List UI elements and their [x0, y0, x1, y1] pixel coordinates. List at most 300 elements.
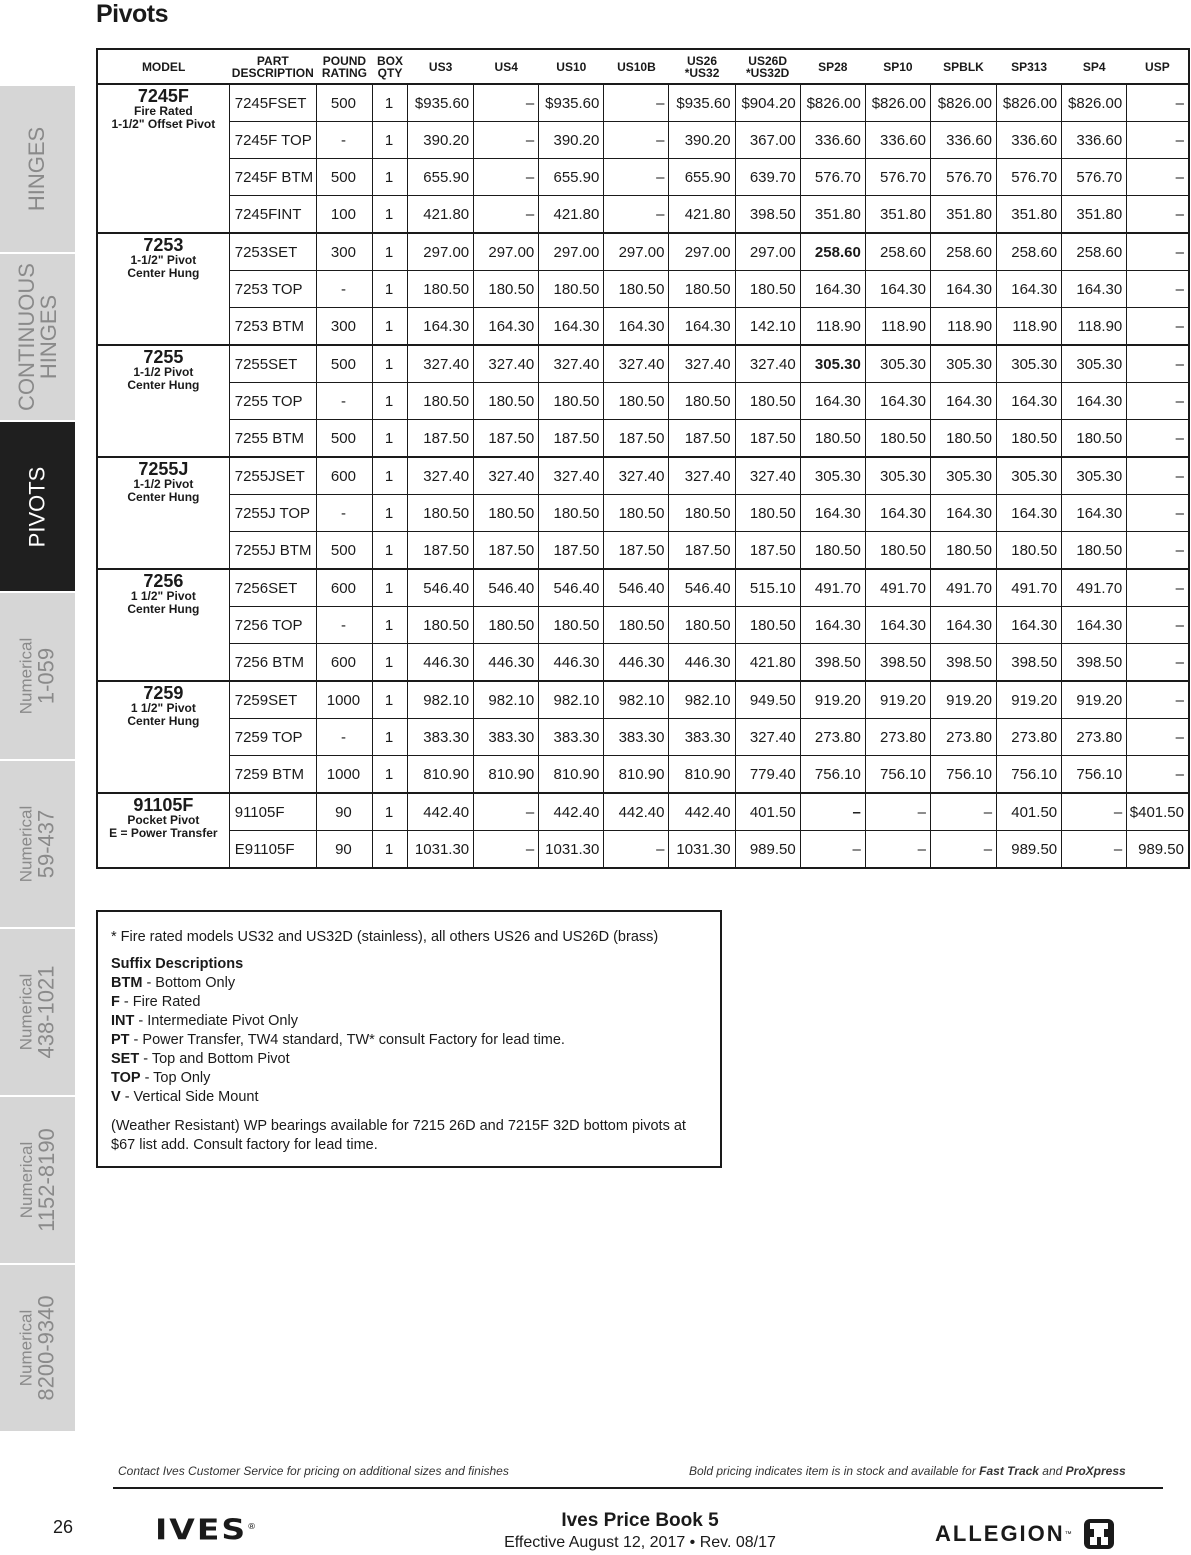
table-cell: -: [316, 607, 372, 644]
table-cell: 515.10: [735, 569, 800, 607]
table-cell: –: [474, 159, 539, 196]
table-row: [97, 644, 1189, 682]
table-cell: –: [865, 793, 930, 831]
column-header: SP28: [800, 49, 865, 84]
model-description: 1 1/2" Pivot Center Hung: [127, 701, 200, 728]
table-cell: 421.80: [735, 644, 800, 682]
table-cell: 351.80: [930, 196, 996, 234]
table-cell: 546.40: [408, 569, 474, 607]
table-cell: 164.30: [930, 495, 996, 532]
table-cell: 442.40: [539, 793, 604, 831]
table-cell: 982.10: [669, 681, 735, 719]
table-cell: 446.30: [474, 644, 539, 682]
table-cell: 273.80: [865, 719, 930, 756]
table-cell: 810.90: [669, 756, 735, 794]
table-row: [97, 233, 1189, 271]
table-cell: 180.50: [474, 271, 539, 308]
table-cell: 442.40: [408, 793, 474, 831]
table-cell: $826.00: [800, 84, 865, 122]
table-cell: 164.30: [539, 308, 604, 346]
table-cell: 327.40: [408, 457, 474, 495]
table-cell: 398.50: [930, 644, 996, 682]
model-name: 7245F: [137, 86, 189, 106]
table-cell: 180.50: [997, 532, 1062, 570]
suffix-code: INT: [111, 1013, 135, 1029]
table-cell: 297.00: [735, 233, 800, 271]
table-cell: –: [604, 122, 669, 159]
table-cell: 164.30: [997, 383, 1062, 420]
table-cell: 327.40: [604, 345, 669, 383]
table-cell: 989.50: [735, 831, 800, 869]
table-cell: 180.50: [735, 271, 800, 308]
table-cell: 180.50: [930, 420, 996, 458]
table-cell: 164.30: [865, 271, 930, 308]
model-name: 7255: [143, 347, 184, 367]
table-cell: 576.70: [997, 159, 1062, 196]
table-cell: 305.30: [997, 345, 1062, 383]
table-cell: -: [316, 495, 372, 532]
table-cell: 949.50: [735, 681, 800, 719]
suffix-code: F: [111, 994, 120, 1010]
table-cell: –: [1127, 420, 1189, 458]
table-cell: 1: [372, 644, 407, 682]
table-cell: 1000: [316, 681, 372, 719]
side-tab-sublabel: 8200-9340: [33, 1295, 59, 1401]
suffix-item: [111, 993, 708, 1012]
column-header: US3: [408, 49, 474, 84]
table-cell: 500: [316, 420, 372, 458]
table-cell: 180.50: [669, 271, 735, 308]
table-cell: 383.30: [408, 719, 474, 756]
table-cell: 164.30: [997, 271, 1062, 308]
table-cell: 187.50: [539, 420, 604, 458]
table-cell: 180.50: [735, 607, 800, 644]
suffix-text: - Top Only: [140, 1070, 211, 1086]
table-row: [97, 793, 1189, 831]
table-cell: 164.30: [1062, 607, 1127, 644]
model-cell: [97, 681, 229, 793]
table-cell: –: [604, 196, 669, 234]
table-cell: 421.80: [539, 196, 604, 234]
side-tab-numerical-438-1021[interactable]: [0, 929, 75, 1097]
table-cell: 164.30: [474, 308, 539, 346]
suffix-code: BTM: [111, 975, 143, 991]
table-cell: 118.90: [1062, 308, 1127, 346]
column-header: US4: [474, 49, 539, 84]
table-cell: 982.10: [539, 681, 604, 719]
allegion-mark-icon: [1082, 1517, 1116, 1551]
table-cell: 1: [372, 793, 407, 831]
table-cell: 273.80: [1062, 719, 1127, 756]
table-cell: 336.60: [997, 122, 1062, 159]
side-tab-sublabel: 438-1021: [33, 965, 59, 1059]
table-row: [97, 196, 1189, 234]
table-cell: 655.90: [669, 159, 735, 196]
table-cell: 187.50: [735, 532, 800, 570]
table-cell: 982.10: [408, 681, 474, 719]
table-cell: 164.30: [604, 308, 669, 346]
table-cell: 421.80: [408, 196, 474, 234]
table-cell: –: [1062, 831, 1127, 869]
table-cell: 187.50: [408, 532, 474, 570]
table-cell: –: [1127, 532, 1189, 570]
table-cell: 164.30: [800, 383, 865, 420]
table-cell: 180.50: [408, 607, 474, 644]
table-cell: 187.50: [408, 420, 474, 458]
footer-rule: [113, 1487, 1163, 1489]
table-cell: 258.60: [930, 233, 996, 271]
table-cell: –: [930, 831, 996, 869]
side-tab-label: Numerical: [16, 973, 36, 1051]
table-cell: 305.30: [865, 345, 930, 383]
model-cell: [97, 569, 229, 681]
suffix-text: - Top and Bottom Pivot: [139, 1051, 290, 1067]
table-cell: –: [1127, 681, 1189, 719]
table-cell: 446.30: [669, 644, 735, 682]
table-cell: 273.80: [800, 719, 865, 756]
table-cell: 180.50: [604, 271, 669, 308]
table-cell: –: [474, 831, 539, 869]
table-cell: 164.30: [800, 495, 865, 532]
part-description-cell: 7259 BTM: [229, 756, 316, 794]
table-cell: 491.70: [1062, 569, 1127, 607]
table-cell: 305.30: [930, 345, 996, 383]
table-cell: 305.30: [800, 457, 865, 495]
table-cell: 756.10: [800, 756, 865, 794]
table-cell: 1: [372, 569, 407, 607]
table-cell: 180.50: [669, 607, 735, 644]
table-row: [97, 495, 1189, 532]
table-cell: 297.00: [669, 233, 735, 271]
part-description-cell: 7245F TOP: [229, 122, 316, 159]
table-cell: 164.30: [865, 607, 930, 644]
side-tab-label: HINGES: [24, 126, 50, 212]
table-cell: 187.50: [735, 420, 800, 458]
table-cell: –: [1127, 383, 1189, 420]
table-cell: 305.30: [997, 457, 1062, 495]
notes-box: [96, 910, 722, 1168]
part-description-cell: 7255SET: [229, 345, 316, 383]
table-cell: 810.90: [604, 756, 669, 794]
table-cell: 164.30: [930, 271, 996, 308]
table-cell: 118.90: [997, 308, 1062, 346]
table-cell: 655.90: [539, 159, 604, 196]
table-cell: $826.00: [1062, 84, 1127, 122]
table-cell: 180.50: [735, 383, 800, 420]
table-row: [97, 569, 1189, 607]
table-cell: 187.50: [669, 420, 735, 458]
table-cell: 989.50: [997, 831, 1062, 869]
column-header: SP10: [865, 49, 930, 84]
table-cell: –: [1127, 719, 1189, 756]
table-cell: 180.50: [408, 495, 474, 532]
table-cell: 442.40: [604, 793, 669, 831]
table-cell: 546.40: [539, 569, 604, 607]
table-cell: 398.50: [865, 644, 930, 682]
table-cell: 639.70: [735, 159, 800, 196]
table-cell: 187.50: [474, 532, 539, 570]
suffix-text: - Vertical Side Mount: [120, 1089, 259, 1105]
table-cell: -: [316, 719, 372, 756]
table-cell: 305.30: [865, 457, 930, 495]
table-cell: 273.80: [997, 719, 1062, 756]
table-cell: 297.00: [408, 233, 474, 271]
table-cell: –: [474, 793, 539, 831]
table-cell: 164.30: [669, 308, 735, 346]
table-cell: 491.70: [865, 569, 930, 607]
table-cell: 297.00: [604, 233, 669, 271]
part-description-cell: 7256SET: [229, 569, 316, 607]
table-cell: 810.90: [408, 756, 474, 794]
table-cell: 258.60: [800, 233, 865, 271]
side-tab-sublabel: 59-437: [33, 809, 59, 879]
table-cell: 180.50: [539, 495, 604, 532]
suffix-item: [111, 1031, 708, 1050]
table-cell: –: [1127, 308, 1189, 346]
table-cell: 351.80: [997, 196, 1062, 234]
table-cell: 164.30: [865, 495, 930, 532]
column-header: POUND RATING: [316, 49, 372, 84]
suffix-descriptions-title: Suffix Descriptions: [111, 956, 244, 972]
table-cell: 180.50: [669, 495, 735, 532]
table-cell: –: [865, 831, 930, 869]
table-cell: 1: [372, 532, 407, 570]
table-cell: 1031.30: [669, 831, 735, 869]
allegion-logo: ALLEGION ™: [935, 1517, 1116, 1551]
table-cell: 600: [316, 644, 372, 682]
side-tab-label: Numerical: [16, 637, 36, 715]
table-cell: 491.70: [997, 569, 1062, 607]
table-cell: 1: [372, 122, 407, 159]
table-cell: 1: [372, 607, 407, 644]
table-cell: 1: [372, 719, 407, 756]
table-cell: 327.40: [474, 345, 539, 383]
table-row: [97, 420, 1189, 458]
table-cell: 442.40: [669, 793, 735, 831]
table-cell: 1: [372, 308, 407, 346]
table-cell: –: [1127, 271, 1189, 308]
table-cell: 180.50: [539, 607, 604, 644]
table-cell: 258.60: [1062, 233, 1127, 271]
table-cell: $826.00: [865, 84, 930, 122]
table-cell: 1031.30: [539, 831, 604, 869]
table-cell: –: [604, 84, 669, 122]
suffix-text: - Power Transfer, TW4 standard, TW* consult Factory for lead time.: [129, 1032, 565, 1048]
model-name: 7255J: [138, 459, 189, 479]
model-name: 7253: [143, 235, 184, 255]
table-cell: 180.50: [539, 271, 604, 308]
table-cell: 327.40: [669, 457, 735, 495]
table-cell: –: [1127, 607, 1189, 644]
table-cell: -: [316, 271, 372, 308]
table-cell: 919.20: [997, 681, 1062, 719]
table-cell: 546.40: [604, 569, 669, 607]
table-cell: 491.70: [800, 569, 865, 607]
column-header: US10: [539, 49, 604, 84]
table-cell: 327.40: [735, 345, 800, 383]
table-cell: 336.60: [865, 122, 930, 159]
table-cell: 546.40: [669, 569, 735, 607]
table-cell: 398.50: [735, 196, 800, 234]
table-row: [97, 122, 1189, 159]
column-header: US26 *US32: [669, 49, 735, 84]
side-tab-numerical-1152-8190[interactable]: [0, 1097, 75, 1265]
table-cell: 383.30: [604, 719, 669, 756]
table-row: [97, 756, 1189, 794]
suffix-item: [111, 1050, 708, 1069]
table-cell: 180.50: [669, 383, 735, 420]
suffix-item: [111, 1088, 708, 1107]
table-cell: 142.10: [735, 308, 800, 346]
side-tab-label: CONTINUOUS: [13, 263, 39, 411]
table-cell: 305.30: [930, 457, 996, 495]
table-cell: 390.20: [408, 122, 474, 159]
table-cell: 118.90: [865, 308, 930, 346]
table-cell: 1: [372, 756, 407, 794]
table-row: [97, 607, 1189, 644]
model-description: Pocket Pivot E = Power Transfer: [109, 813, 218, 840]
part-description-cell: 7255 TOP: [229, 383, 316, 420]
side-tab-numerical-1-059[interactable]: [0, 593, 75, 761]
table-cell: 180.50: [865, 420, 930, 458]
table-cell: 383.30: [669, 719, 735, 756]
bold-pricing-note: Bold pricing indicates item is in stock and available for Fast Track and ProXpress: [689, 1464, 1126, 1478]
table-cell: 1: [372, 345, 407, 383]
model-description: 1 1/2" Pivot Center Hung: [127, 589, 200, 616]
table-cell: 576.70: [930, 159, 996, 196]
table-cell: 258.60: [865, 233, 930, 271]
table-cell: –: [1127, 345, 1189, 383]
table-cell: 180.50: [474, 383, 539, 420]
table-cell: 164.30: [865, 383, 930, 420]
table-cell: 756.10: [930, 756, 996, 794]
table-cell: 180.50: [604, 607, 669, 644]
column-header: SP313: [997, 49, 1062, 84]
table-cell: –: [800, 793, 865, 831]
column-header: US10B: [604, 49, 669, 84]
table-cell: $826.00: [997, 84, 1062, 122]
table-cell: 180.50: [604, 383, 669, 420]
model-description: Fire Rated 1-1/2" Offset Pivot: [111, 104, 216, 131]
table-header-row: [97, 49, 1189, 84]
table-cell: 600: [316, 569, 372, 607]
table-cell: 401.50: [735, 793, 800, 831]
side-tab-sublabel: 1152-8190: [33, 1128, 59, 1232]
table-cell: 351.80: [800, 196, 865, 234]
table-cell: 919.20: [800, 681, 865, 719]
table-cell: 756.10: [1062, 756, 1127, 794]
side-tab-pivots[interactable]: [0, 422, 75, 593]
suffix-item: [111, 974, 708, 993]
column-header: MODEL: [97, 49, 229, 84]
table-cell: 756.10: [865, 756, 930, 794]
table-cell: 390.20: [669, 122, 735, 159]
table-cell: –: [1127, 457, 1189, 495]
table-cell: 100: [316, 196, 372, 234]
table-cell: $826.00: [930, 84, 996, 122]
table-cell: 118.90: [800, 308, 865, 346]
side-tab-numerical-8200-9340[interactable]: [0, 1265, 75, 1433]
table-cell: 258.60: [997, 233, 1062, 271]
book-date: Effective August 12, 2017 • Rev. 08/17: [504, 1534, 776, 1551]
table-cell: 336.60: [800, 122, 865, 159]
table-cell: 300: [316, 233, 372, 271]
table-cell: –: [1127, 495, 1189, 532]
table-cell: 1: [372, 271, 407, 308]
part-description-cell: 7253SET: [229, 233, 316, 271]
side-tab-hinges[interactable]: [0, 86, 75, 254]
table-cell: 756.10: [997, 756, 1062, 794]
table-cell: $935.60: [669, 84, 735, 122]
suffix-code: PT: [111, 1032, 130, 1048]
table-cell: –: [1062, 793, 1127, 831]
table-cell: 810.90: [474, 756, 539, 794]
table-cell: 164.30: [997, 495, 1062, 532]
table-cell: 180.50: [800, 532, 865, 570]
table-cell: 164.30: [930, 383, 996, 420]
table-cell: 180.50: [997, 420, 1062, 458]
part-description-cell: 7255J TOP: [229, 495, 316, 532]
table-cell: 327.40: [669, 345, 735, 383]
table-row: [97, 681, 1189, 719]
part-description-cell: 7253 BTM: [229, 308, 316, 346]
table-cell: 327.40: [735, 457, 800, 495]
table-cell: –: [474, 196, 539, 234]
table-cell: 187.50: [539, 532, 604, 570]
suffix-code: V: [111, 1089, 121, 1105]
model-cell: [97, 345, 229, 457]
table-cell: 164.30: [800, 607, 865, 644]
side-tab-label: Numerical: [16, 805, 36, 883]
table-cell: 600: [316, 457, 372, 495]
table-cell: 383.30: [474, 719, 539, 756]
table-cell: 300: [316, 308, 372, 346]
column-header: SPBLK: [930, 49, 996, 84]
table-row: [97, 457, 1189, 495]
column-header: US26D *US32D: [735, 49, 800, 84]
table-cell: 118.90: [930, 308, 996, 346]
part-description-cell: 7245FINT: [229, 196, 316, 234]
table-cell: 336.60: [1062, 122, 1127, 159]
column-header: SP4: [1062, 49, 1127, 84]
table-cell: 187.50: [474, 420, 539, 458]
table-cell: 180.50: [1062, 532, 1127, 570]
table-cell: 1: [372, 233, 407, 271]
table-row: [97, 159, 1189, 196]
table-cell: 351.80: [865, 196, 930, 234]
table-cell: 446.30: [604, 644, 669, 682]
table-cell: $935.60: [408, 84, 474, 122]
table-cell: 327.40: [604, 457, 669, 495]
side-tab-continuous-hinges[interactable]: [0, 254, 75, 422]
table-cell: 164.30: [1062, 495, 1127, 532]
part-description-cell: 7255J BTM: [229, 532, 316, 570]
table-cell: 180.50: [930, 532, 996, 570]
side-tab-label: Numerical: [16, 1309, 36, 1387]
table-cell: 180.50: [408, 383, 474, 420]
part-description-cell: 7253 TOP: [229, 271, 316, 308]
suffix-list: [111, 974, 708, 1107]
table-cell: 491.70: [930, 569, 996, 607]
table-cell: 164.30: [997, 607, 1062, 644]
table-cell: 655.90: [408, 159, 474, 196]
table-cell: 327.40: [474, 457, 539, 495]
suffix-item: [111, 1069, 708, 1088]
table-cell: 90: [316, 831, 372, 869]
side-tab-numerical-59-437[interactable]: [0, 761, 75, 929]
table-cell: –: [800, 831, 865, 869]
table-cell: 180.50: [408, 271, 474, 308]
